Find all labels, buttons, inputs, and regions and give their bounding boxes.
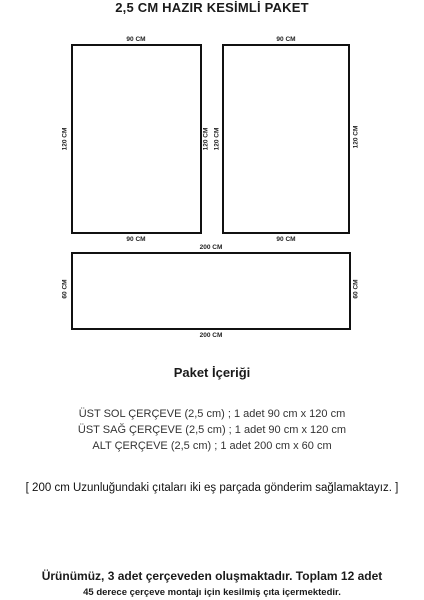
dim-top-right-left: 120 CM (213, 127, 221, 151)
dim-top-left-left: 120 CM (61, 127, 69, 151)
footer-line-2: 45 derece çerçeve montajı için kesilmiş çıta içermektedir. (83, 587, 341, 598)
panel-top-left (71, 44, 202, 234)
panel-bottom (71, 252, 351, 330)
shipping-note: [ 200 cm Uzunluğundaki çıtaları iki eş parçada gönderim sağlamaktayız. ] (25, 482, 399, 494)
footer-line-1: Ürünümüz, 3 adet çerçeveden oluşmaktadır. Toplam 12 adet (41, 569, 383, 583)
dim-between-width: 200 CM (199, 244, 223, 251)
dim-top-right-top: 90 CM (276, 36, 296, 43)
dim-top-right-bottom: 90 CM (276, 236, 296, 243)
dim-top-left-right: 120 CM (202, 127, 210, 151)
dim-bottom-right: 60 CM (352, 279, 360, 299)
package-contents-title: Paket İçeriği (173, 365, 251, 380)
page-title: 2,5 CM HAZIR KESİMLİ PAKET (115, 0, 309, 15)
dim-top-left-bottom: 90 CM (126, 236, 146, 243)
dim-top-right-right: 120 CM (352, 125, 360, 149)
dim-top-left-top: 90 CM (126, 36, 146, 43)
panel-top-right (222, 44, 350, 234)
contents-line-2: ÜST SAĞ ÇERÇEVE (2,5 cm) ; 1 adet 90 cm x 120 cm (77, 424, 347, 436)
dim-bottom-left: 60 CM (61, 279, 69, 299)
contents-line-3: ALT ÇERÇEVE (2,5 cm) ; 1 adet 200 cm x 60 cm (92, 440, 332, 452)
contents-line-1: ÜST SOL ÇERÇEVE (2,5 cm) ; 1 adet 90 cm x 120 cm (78, 408, 346, 420)
dim-bottom-width: 200 CM (199, 332, 223, 339)
